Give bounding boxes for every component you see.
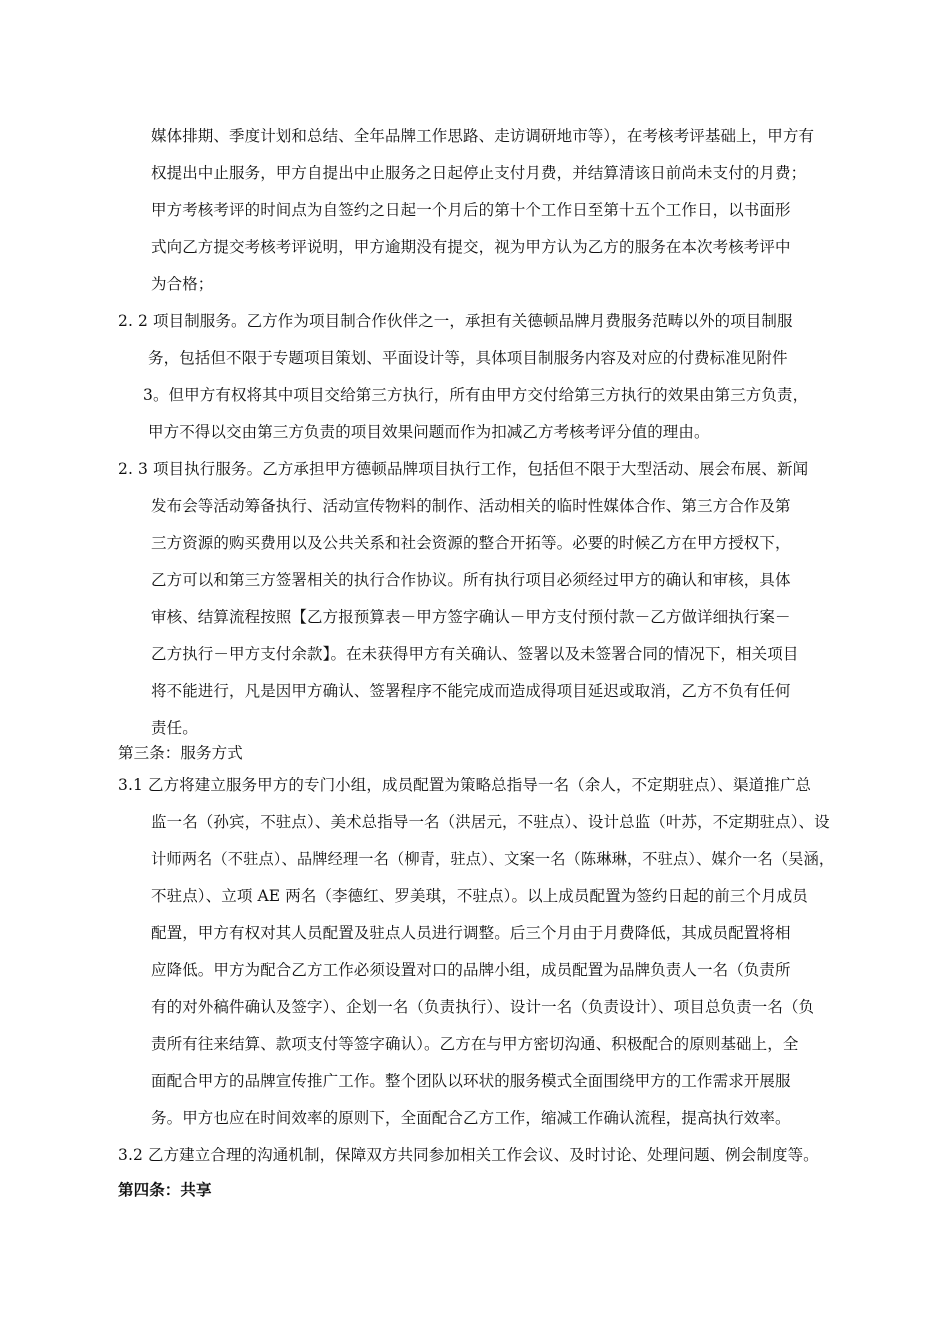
paragraph-line: 务，包括但不限于专题项目策划、平面设计等，具体项目制服务内容及对应的付费标准见附件 bbox=[148, 349, 788, 367]
paragraph-line: 为合格； bbox=[151, 275, 214, 293]
paragraph-line: 乙方执行－甲方支付余款】。在未获得甲方有关确认、签署以及未签署合同的情况下，相关项目 bbox=[151, 645, 799, 663]
paragraph-line: 监一名（孙宾，不驻点）、美术总指导一名（洪居元，不驻点）、设计总监（叶苏，不定期驻点）、设 bbox=[151, 813, 830, 831]
paragraph-line: 计师两名（不驻点）、品牌经理一名（柳青，驻点）、文案一名（陈琳琳，不驻点）、媒介一名（吴涵， bbox=[151, 850, 835, 868]
section-2-3-line: 2. 3 项目执行服务。乙方承担甲方德顿品牌项目执行工作，包括但不限于大型活动、展会布展、新闻 bbox=[118, 460, 809, 478]
article-3-heading: 第三条：服务方式 bbox=[118, 744, 243, 762]
paragraph-line: 甲方不得以交由第三方负责的项目效果问题而作为扣减乙方考核考评分值的理由。 bbox=[148, 423, 710, 441]
section-3-2-line: 3.2 乙方建立合理的沟通机制，保障双方共同参加相关工作会议、及时讨论、处理问题、例会制度等。 bbox=[118, 1146, 819, 1164]
paragraph-line: 媒体排期、季度计划和总结、全年品牌工作思路、走访调研地市等），在考核考评基础上，甲方有 bbox=[151, 127, 815, 145]
paragraph-line: 将不能进行，凡是因甲方确认、签署程序不能完成而造成得项目延迟或取消，乙方不负有任何 bbox=[151, 682, 791, 700]
paragraph-line: 应降低。甲方为配合乙方工作必须设置对口的品牌小组，成员配置为品牌负责人一名（负责所 bbox=[151, 961, 791, 979]
paragraph-line: 3。但甲方有权将其中项目交给第三方执行，所有由甲方交付给第三方执行的效果由第三方负责， bbox=[143, 386, 809, 404]
paragraph-line: 权提出中止服务，甲方自提出中止服务之日起停止支付月费，并结算清该日前尚未支付的月费； bbox=[151, 164, 807, 182]
paragraph-line: 甲方考核考评的时间点为自签约之日起一个月后的第十个工作日至第十五个工作日，以书面形 bbox=[151, 201, 791, 219]
paragraph-line: 不驻点）、立项 AE 两名（李德红、罗美琪，不驻点）。以上成员配置为签约日起的前三个月成员 bbox=[151, 887, 808, 905]
paragraph-line: 责任。 bbox=[151, 719, 198, 737]
paragraph-line: 责所有往来结算、款项支付等签字确认）。乙方在与甲方密切沟通、积极配合的原则基础上，全 bbox=[151, 1035, 799, 1053]
section-2-2-line: 2. 2 项目制服务。乙方作为项目制合作伙伴之一，承担有关德顿品牌月费服务范畴以外的项目制服 bbox=[118, 312, 793, 330]
article-4-heading: 第四条：共享 bbox=[118, 1180, 212, 1199]
paragraph-line: 乙方可以和第三方签署相关的执行合作协议。所有执行项目必须经过甲方的确认和审核，具体 bbox=[151, 571, 791, 589]
paragraph-line: 三方资源的购买费用以及公共关系和社会资源的整合开拓等。必要的时候乙方在甲方授权下， bbox=[151, 534, 791, 552]
paragraph-line: 面配合甲方的品牌宣传推广工作。整个团队以环状的服务模式全面围绕甲方的工作需求开展服 bbox=[151, 1072, 791, 1090]
paragraph-line: 发布会等活动筹备执行、活动宣传物料的制作、活动相关的临时性媒体合作、第三方合作及第 bbox=[151, 497, 791, 515]
paragraph-line: 配置，甲方有权对其人员配置及驻点人员进行调整。后三个月由于月费降低，其成员配置将相 bbox=[151, 924, 791, 942]
section-3-1-line: 3.1 乙方将建立服务甲方的专门小组，成员配置为策略总指导一名（余人，不定期驻点）、渠道推广总 bbox=[118, 776, 812, 794]
paragraph-line: 务。甲方也应在时间效率的原则下，全面配合乙方工作，缩减工作确认流程，提高执行效率。 bbox=[151, 1109, 791, 1127]
paragraph-line: 式向乙方提交考核考评说明，甲方逾期没有提交，视为甲方认为乙方的服务在本次考核考评中 bbox=[151, 238, 791, 256]
paragraph-line: 审核、结算流程按照【乙方报预算表－甲方签字确认－甲方支付预付款－乙方做详细执行案－ bbox=[151, 608, 791, 626]
paragraph-line: 有的对外稿件确认及签字）、企划一名（负责执行）、设计一名（负责设计）、项目总负责一名（负 bbox=[151, 998, 815, 1016]
